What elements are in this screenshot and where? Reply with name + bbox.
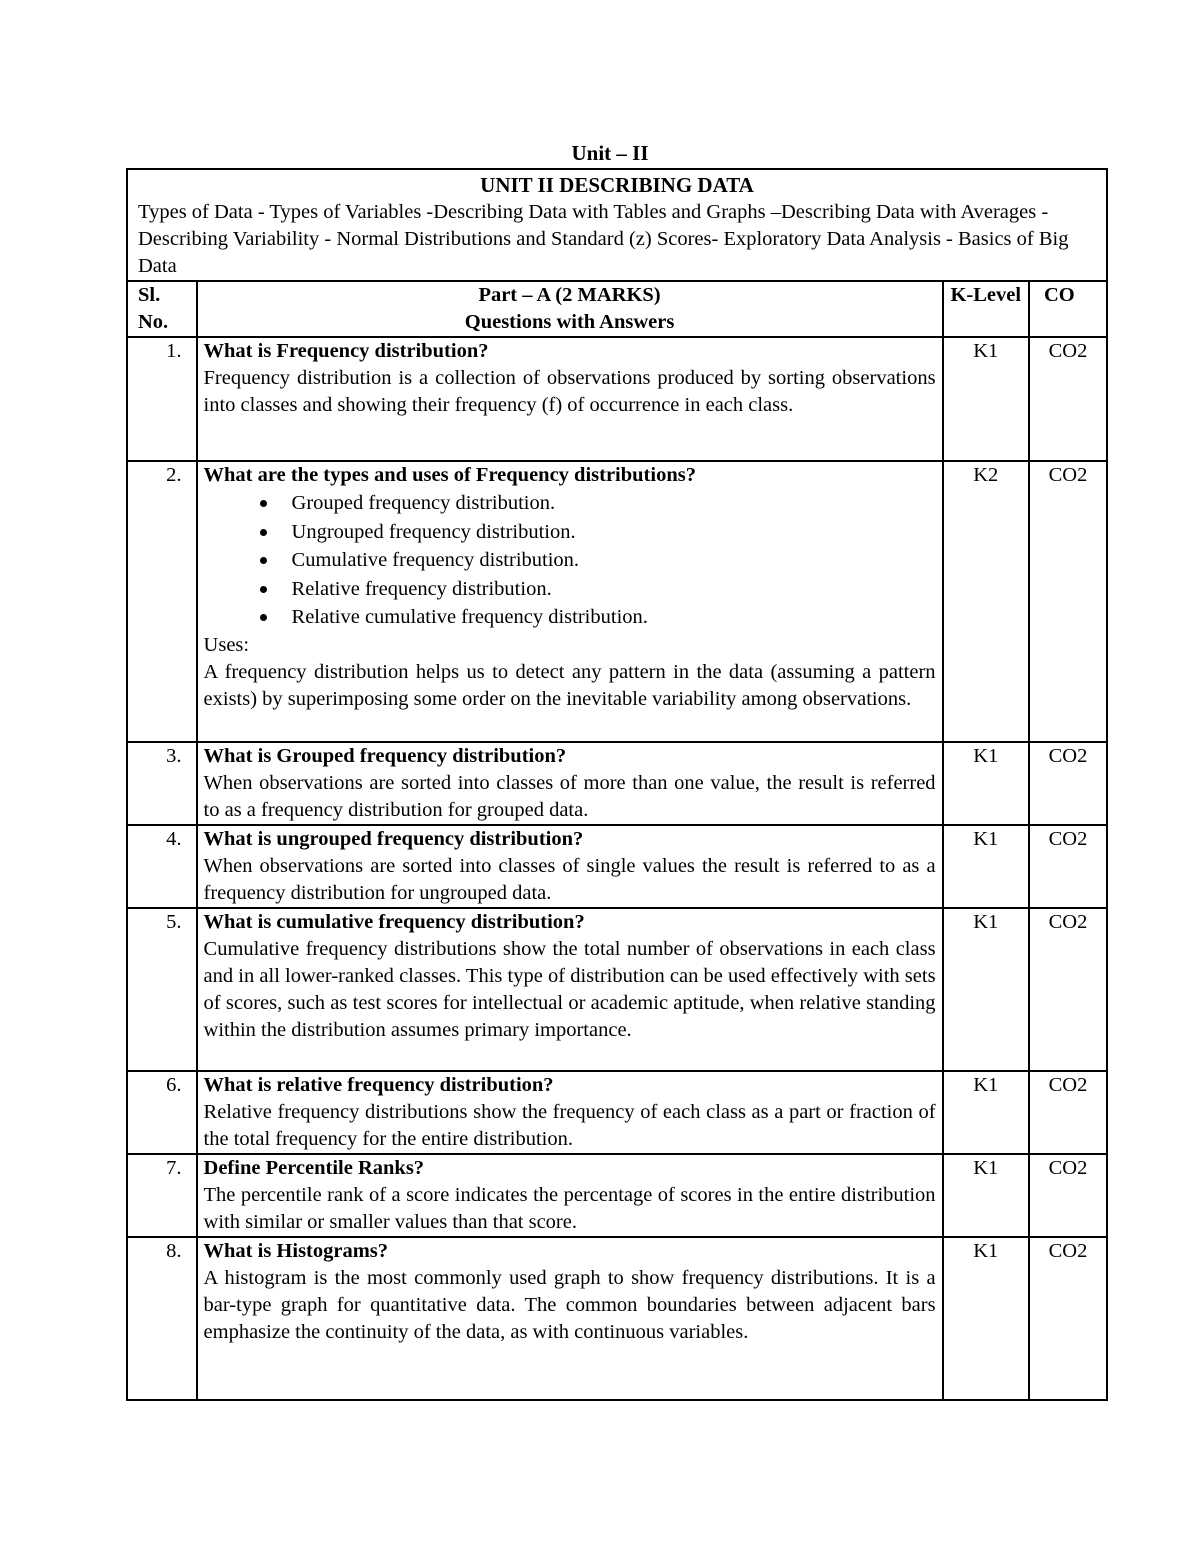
k-level: K1	[943, 1071, 1029, 1154]
question-cell	[197, 825, 943, 908]
question-title: What is relative frequency distribution?	[203, 1074, 554, 1096]
answer-text: Cumulative frequency distributions show the total number of observations in each class and in all lower-ranked classes. This type of distribution can be used effectively with sets of scores, such as test scores for intellectual or academic aptitude, when relative standing within the distribution assumes primary importance.	[203, 938, 936, 1041]
k-level: K1	[943, 1237, 1029, 1400]
course-outcome: CO2	[1029, 461, 1107, 742]
question-cell	[197, 461, 943, 742]
course-outcome: CO2	[1029, 908, 1107, 1071]
question-title: What is ungrouped frequency distribution?	[203, 828, 584, 850]
page-title: Unit – II	[571, 141, 649, 165]
question-cell	[197, 1237, 943, 1400]
course-outcome: CO2	[1029, 1237, 1107, 1400]
list-item: Grouped frequency distribution.	[292, 489, 936, 518]
question-title: What are the types and uses of Frequency distributions?	[203, 464, 696, 486]
answer-text: The percentile rank of a score indicates the percentage of scores in the entire distribution with similar or smaller values than that score.	[203, 1184, 936, 1233]
question-cell	[197, 1154, 943, 1237]
question-title: What is Grouped frequency distribution?	[203, 745, 567, 767]
question-cell	[197, 908, 943, 1071]
question-cell	[197, 337, 943, 461]
list-item: Relative cumulative frequency distribution.	[292, 603, 936, 632]
answer-text: When observations are sorted into classes of more than one value, the result is referred to as a frequency distribution for grouped data.	[203, 772, 936, 821]
bullet-list	[204, 489, 936, 632]
list-item: Cumulative frequency distribution.	[292, 546, 936, 575]
answer-text: When observations are sorted into classes of single values the result is referred to as a frequency distribution for ungrouped data.	[203, 855, 936, 904]
k-level: K1	[943, 337, 1029, 461]
table-row	[127, 908, 1107, 1071]
row-number: 4.	[127, 825, 197, 908]
answer-text: Frequency distribution is a collection of observations produced by sorting observations into classes and showing their frequency (f) of occurrence in each class.	[203, 367, 936, 416]
course-outcome: CO2	[1029, 1071, 1107, 1154]
row-number: 6.	[127, 1071, 197, 1154]
course-outcome: CO2	[1029, 337, 1107, 461]
course-outcome: CO2	[1029, 825, 1107, 908]
table-row	[127, 1154, 1107, 1237]
answer-text: A histogram is the most commonly used graph to show frequency distributions. It is a bar-type graph for quantitative data. The common boundaries between adjacent bars emphasize the continuity of the data, as with continuous variables.	[203, 1267, 936, 1343]
k-level: K1	[943, 1154, 1029, 1237]
row-number: 1.	[127, 337, 197, 461]
row-number: 5.	[127, 908, 197, 1071]
table-row	[127, 742, 1107, 825]
unit-header	[127, 169, 1107, 281]
row-number: 7.	[127, 1154, 197, 1237]
row-number: 3.	[127, 742, 197, 825]
k-level: K2	[943, 461, 1029, 742]
course-outcome: CO2	[1029, 1154, 1107, 1237]
unit-syllabus: Types of Data - Types of Variables -Describing Data with Tables and Graphs –Describing Data with Averages - Describing Variability - Normal Distributions and Standard (z) Scores- Exploratory Data Analysis - Basics of Big Data	[138, 201, 1069, 277]
table-row	[127, 1071, 1107, 1154]
question-title: Define Percentile Ranks?	[203, 1157, 425, 1179]
column-header-row	[127, 281, 1107, 337]
answer-text: Relative frequency distributions show the frequency of each class as a part or fraction of the total frequency for the entire distribution.	[203, 1101, 936, 1150]
question-cell	[197, 742, 943, 825]
question-table	[126, 168, 1108, 1401]
row-number: 8.	[127, 1237, 197, 1400]
question-title: What is Frequency distribution?	[203, 340, 489, 362]
list-item: Ungrouped frequency distribution.	[292, 518, 936, 547]
course-outcome: CO2	[1029, 742, 1107, 825]
header-part-line2: Questions with Answers	[464, 311, 675, 333]
k-level: K1	[943, 742, 1029, 825]
unit-header-row	[127, 169, 1107, 281]
table-row	[127, 337, 1107, 461]
header-part	[197, 281, 943, 337]
table-row	[127, 825, 1107, 908]
k-level: K1	[943, 908, 1029, 1071]
header-co: CO	[1029, 281, 1107, 337]
question-title: What is cumulative frequency distribution?	[203, 911, 585, 933]
list-item: Relative frequency distribution.	[292, 575, 936, 604]
table-row	[127, 1237, 1107, 1400]
question-title: What is Histograms?	[203, 1240, 389, 1262]
row-number: 2.	[127, 461, 197, 742]
unit-title: UNIT II DESCRIBING DATA	[480, 173, 754, 197]
uses-label: Uses:	[203, 633, 250, 656]
k-level: K1	[943, 825, 1029, 908]
answer-text: A frequency distribution helps us to detect any pattern in the data (assuming a pattern exists) by superimposing some order on the inevitable variability among observations.	[203, 660, 936, 710]
header-k-level: K-Level	[943, 281, 1029, 337]
question-cell	[197, 1071, 943, 1154]
table-row	[127, 461, 1107, 742]
header-sl-no: Sl. No.	[127, 281, 197, 337]
header-part-line1: Part – A (2 MARKS)	[478, 284, 661, 306]
